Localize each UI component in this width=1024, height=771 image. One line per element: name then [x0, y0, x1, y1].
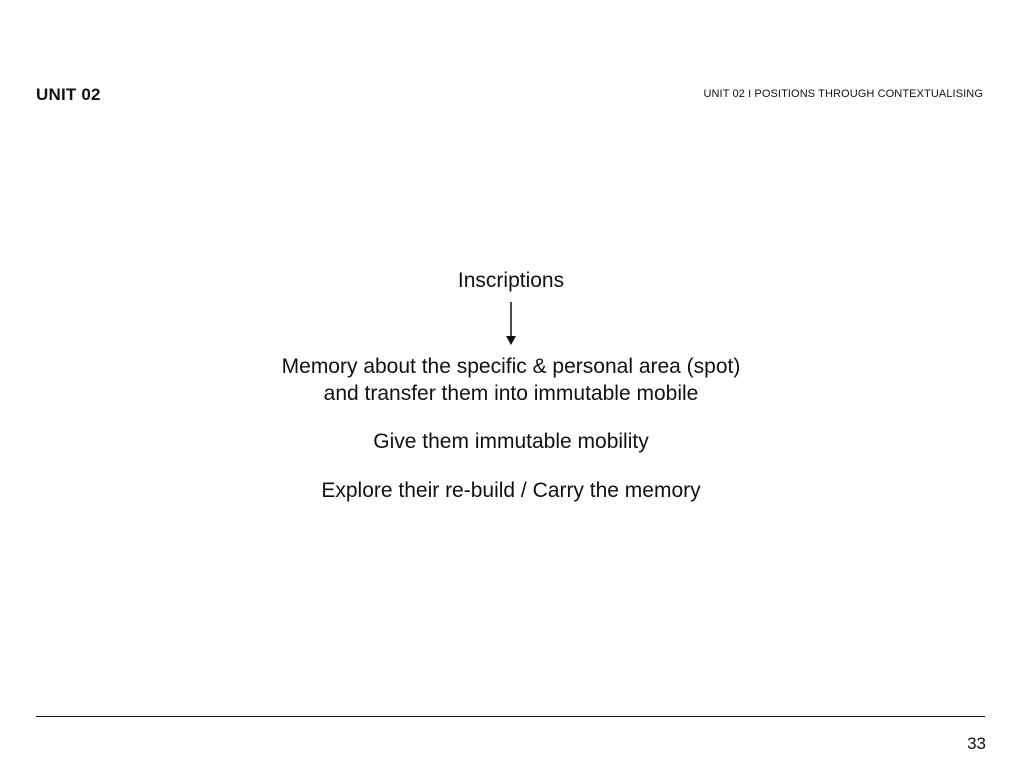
down-arrow-icon: [504, 302, 518, 346]
page-number: 33: [967, 734, 986, 753]
explore-line: Explore their re-build / Carry the memory: [321, 479, 701, 502]
mobility-line: Give them immutable mobility: [373, 430, 649, 453]
footer-divider: [36, 716, 985, 717]
unit-label: UNIT 02: [36, 85, 101, 104]
memory-line-2: and transfer them into immutable mobile: [323, 382, 699, 405]
memory-line-1: Memory about the specific & personal area (spot): [281, 355, 741, 378]
section-title: UNIT 02 I POSITIONS THROUGH CONTEXTUALISING: [703, 88, 983, 100]
inscriptions-heading: Inscriptions: [457, 269, 565, 292]
